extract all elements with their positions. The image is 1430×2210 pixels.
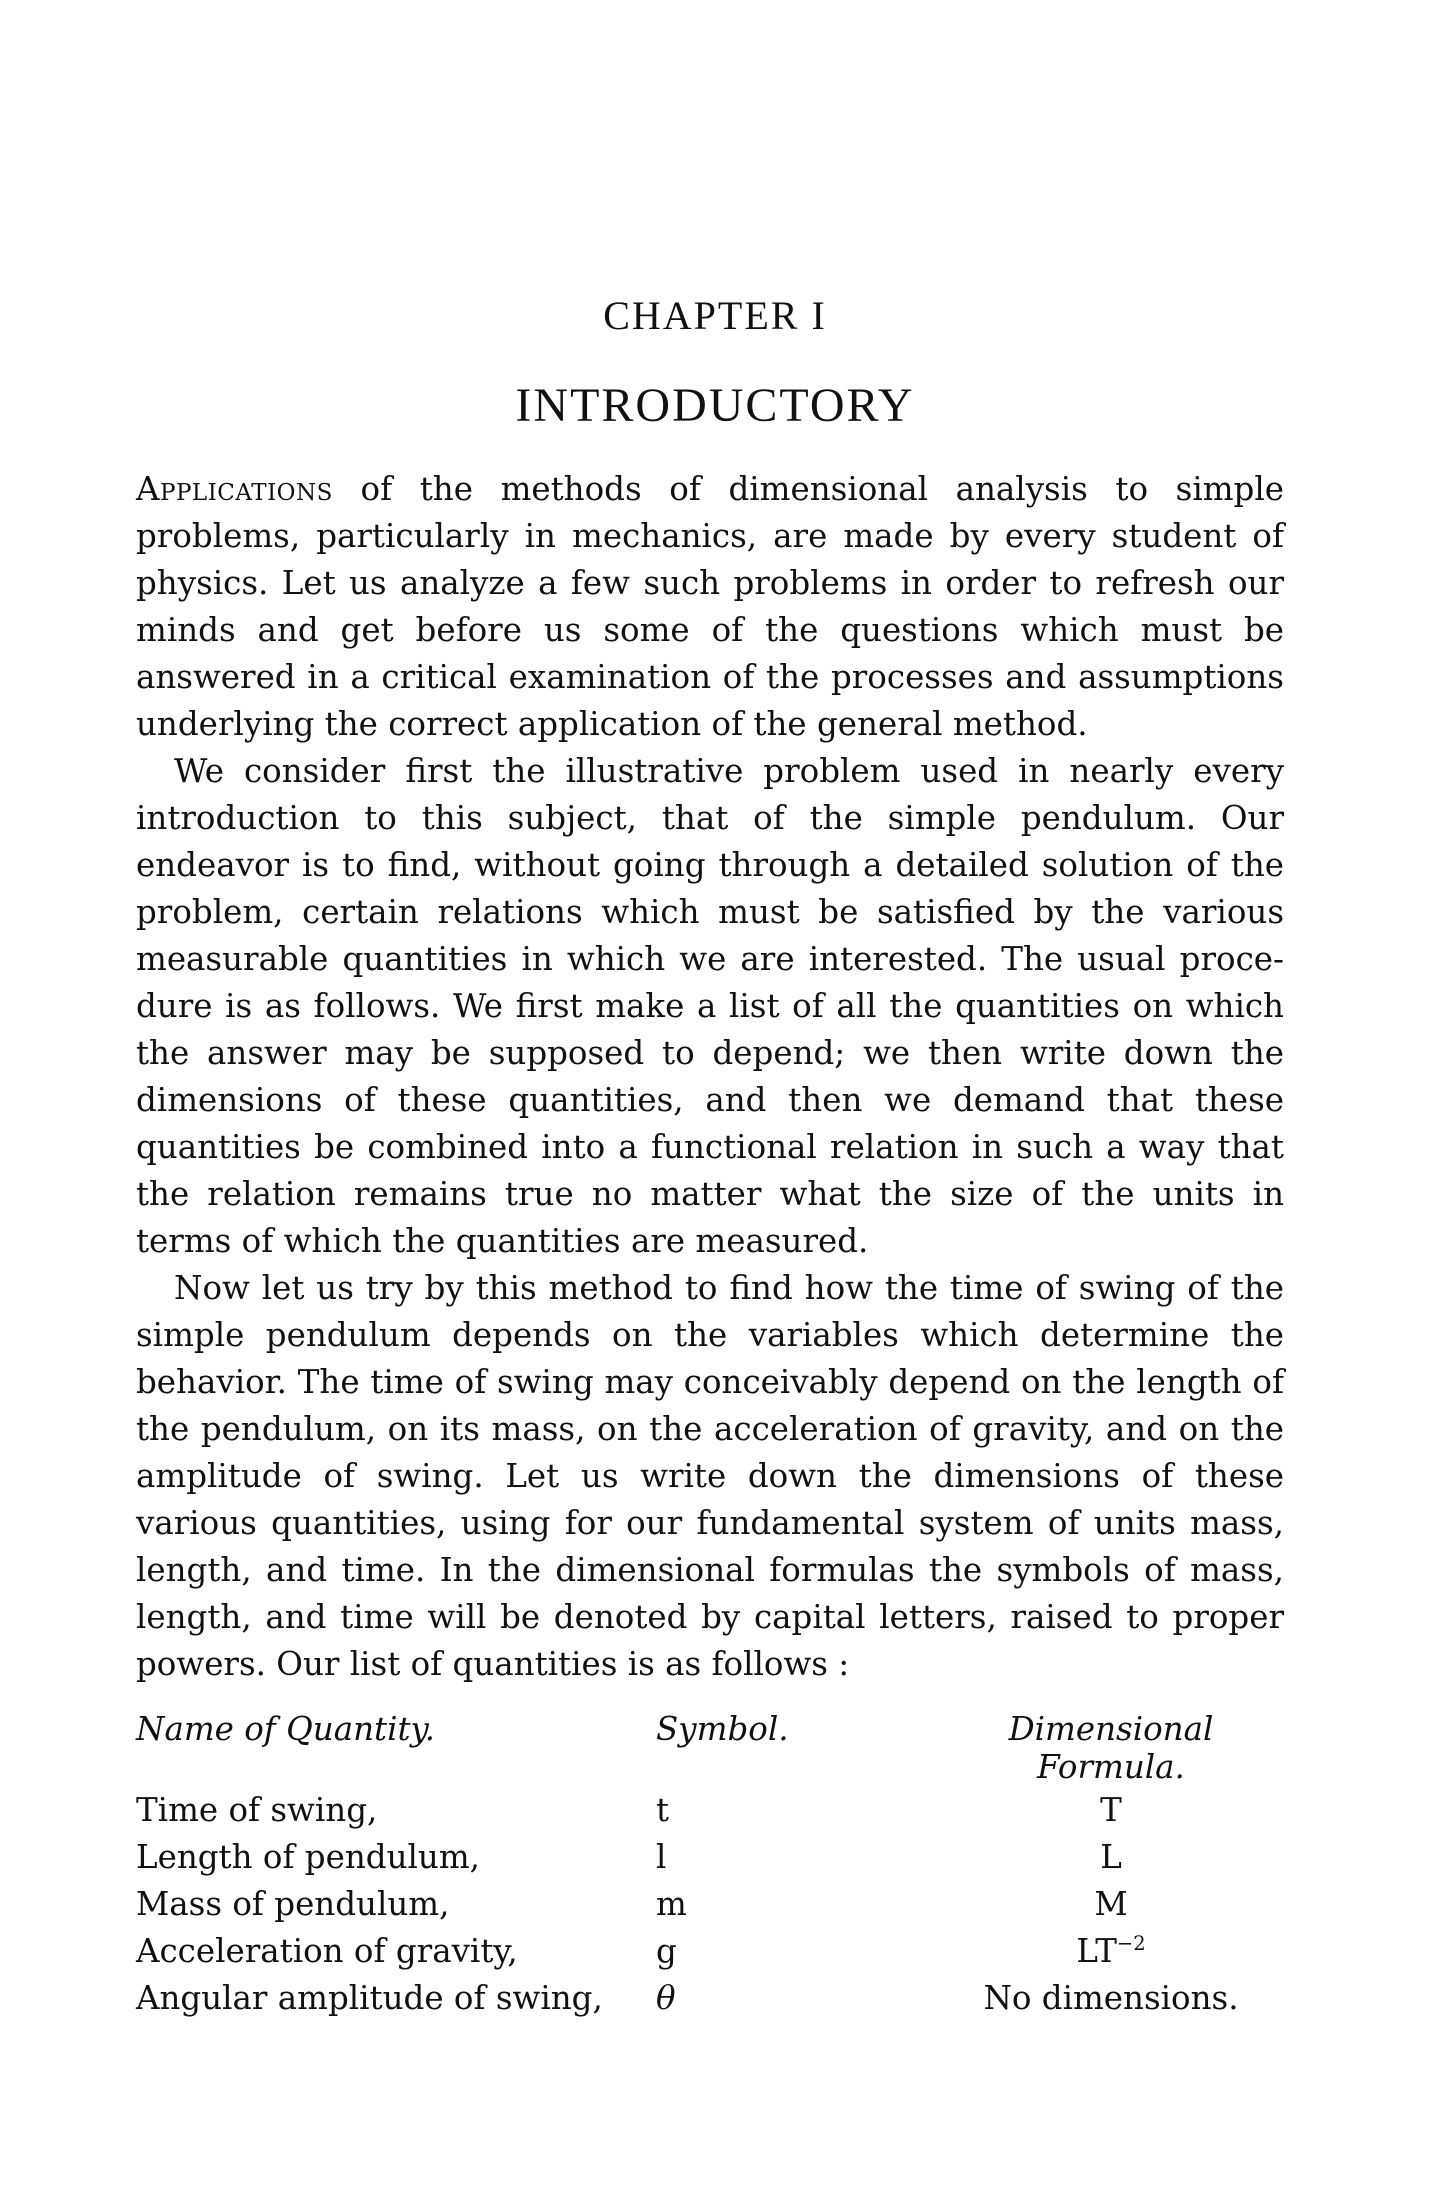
paragraph-2: We consider first the illustrative problem used in nearly every introduction to this subject, that of the simple pendulum. Our endeavor is to find, without going through a detailed solution of the problem, certain relations which must be satisfied by the various measurable quantities in which we are interested. The usual procedure is as follows. We first make a list of all the quantities on which the answer may be supposed to depend; we then write down the dimensions of these quantities, and then we demand that these quantities be combined into a functional relation in such a way that the relation remains true no matter what the size of the units in terms of which the quantities are measured.	[136, 752, 1284, 1260]
dim-base: T	[1100, 1790, 1122, 1829]
row-dimension	[936, 1974, 1286, 2021]
row-symbol: t	[656, 1790, 670, 1829]
table-row	[136, 1880, 1286, 1927]
dim-exponent: −2	[1116, 1931, 1146, 1955]
chapter-label: CHAPTER I	[603, 293, 827, 338]
row-name: Mass of pendulum,	[136, 1884, 450, 1923]
row-dimension	[936, 1880, 1286, 1927]
dim-base: M	[1094, 1884, 1128, 1923]
dim-base: No dimensions.	[983, 1978, 1239, 2017]
header-name: Name of Quantity.	[136, 1710, 435, 1748]
row-name: Angular amplitude of swing,	[136, 1978, 603, 2017]
table-header-row	[136, 1710, 1286, 1786]
chapter-title: INTRODUCTORY	[515, 379, 915, 432]
dim-base: L	[1100, 1837, 1122, 1876]
paragraph-1	[136, 466, 1284, 748]
table-row	[136, 1786, 1286, 1833]
row-symbol: l	[656, 1837, 667, 1876]
paragraph-1-lead: Applications	[136, 470, 333, 508]
row-symbol: m	[656, 1884, 687, 1923]
row-name: Length of pendulum,	[136, 1837, 480, 1876]
row-dimension	[936, 1786, 1286, 1833]
table-row	[136, 1927, 1286, 1974]
paragraph-3: Now let us try by this method to find how the time of swing of the simple pendulum depends on the variables which determine the behavior. The time of swing may conceivably depend on the length of the pendulum, on its mass, on the acceleration of gravity, and on the amplitude of swing. Let us write down the dimensions of these various quantities, using for our fundamental system of units mass, length, and time. In the dimensional formulas the symbols of mass, length, and time will be denoted by capital letters, raised to proper powers. Our list of quantities is as follows :	[136, 1269, 1284, 1683]
row-name: Time of swing,	[136, 1790, 378, 1829]
table-row	[136, 1833, 1286, 1880]
row-symbol: g	[656, 1931, 677, 1970]
row-symbol: θ	[656, 1978, 676, 2017]
paragraph-1-rest: of the methods of dimensional analysis to simple problems, particularly in mechanics, are made by every student of physics. Let us analyze a few such problems in order to refresh our minds and get before us some of the questions which must be answered in a critical examination of the processes and assumptions underlying the correct application of the general method.	[136, 470, 1284, 743]
row-dimension	[936, 1833, 1286, 1880]
header-symbol: Symbol.	[656, 1710, 789, 1748]
row-name: Acceleration of gravity,	[136, 1931, 518, 1970]
quantities-table	[136, 1710, 1286, 2021]
table-row	[136, 1974, 1286, 2021]
header-dimension: Dimensional Formula.	[1008, 1710, 1214, 1786]
row-dimension	[936, 1927, 1286, 1974]
dim-base: LT	[1076, 1931, 1117, 1970]
body-text	[136, 466, 1284, 1688]
